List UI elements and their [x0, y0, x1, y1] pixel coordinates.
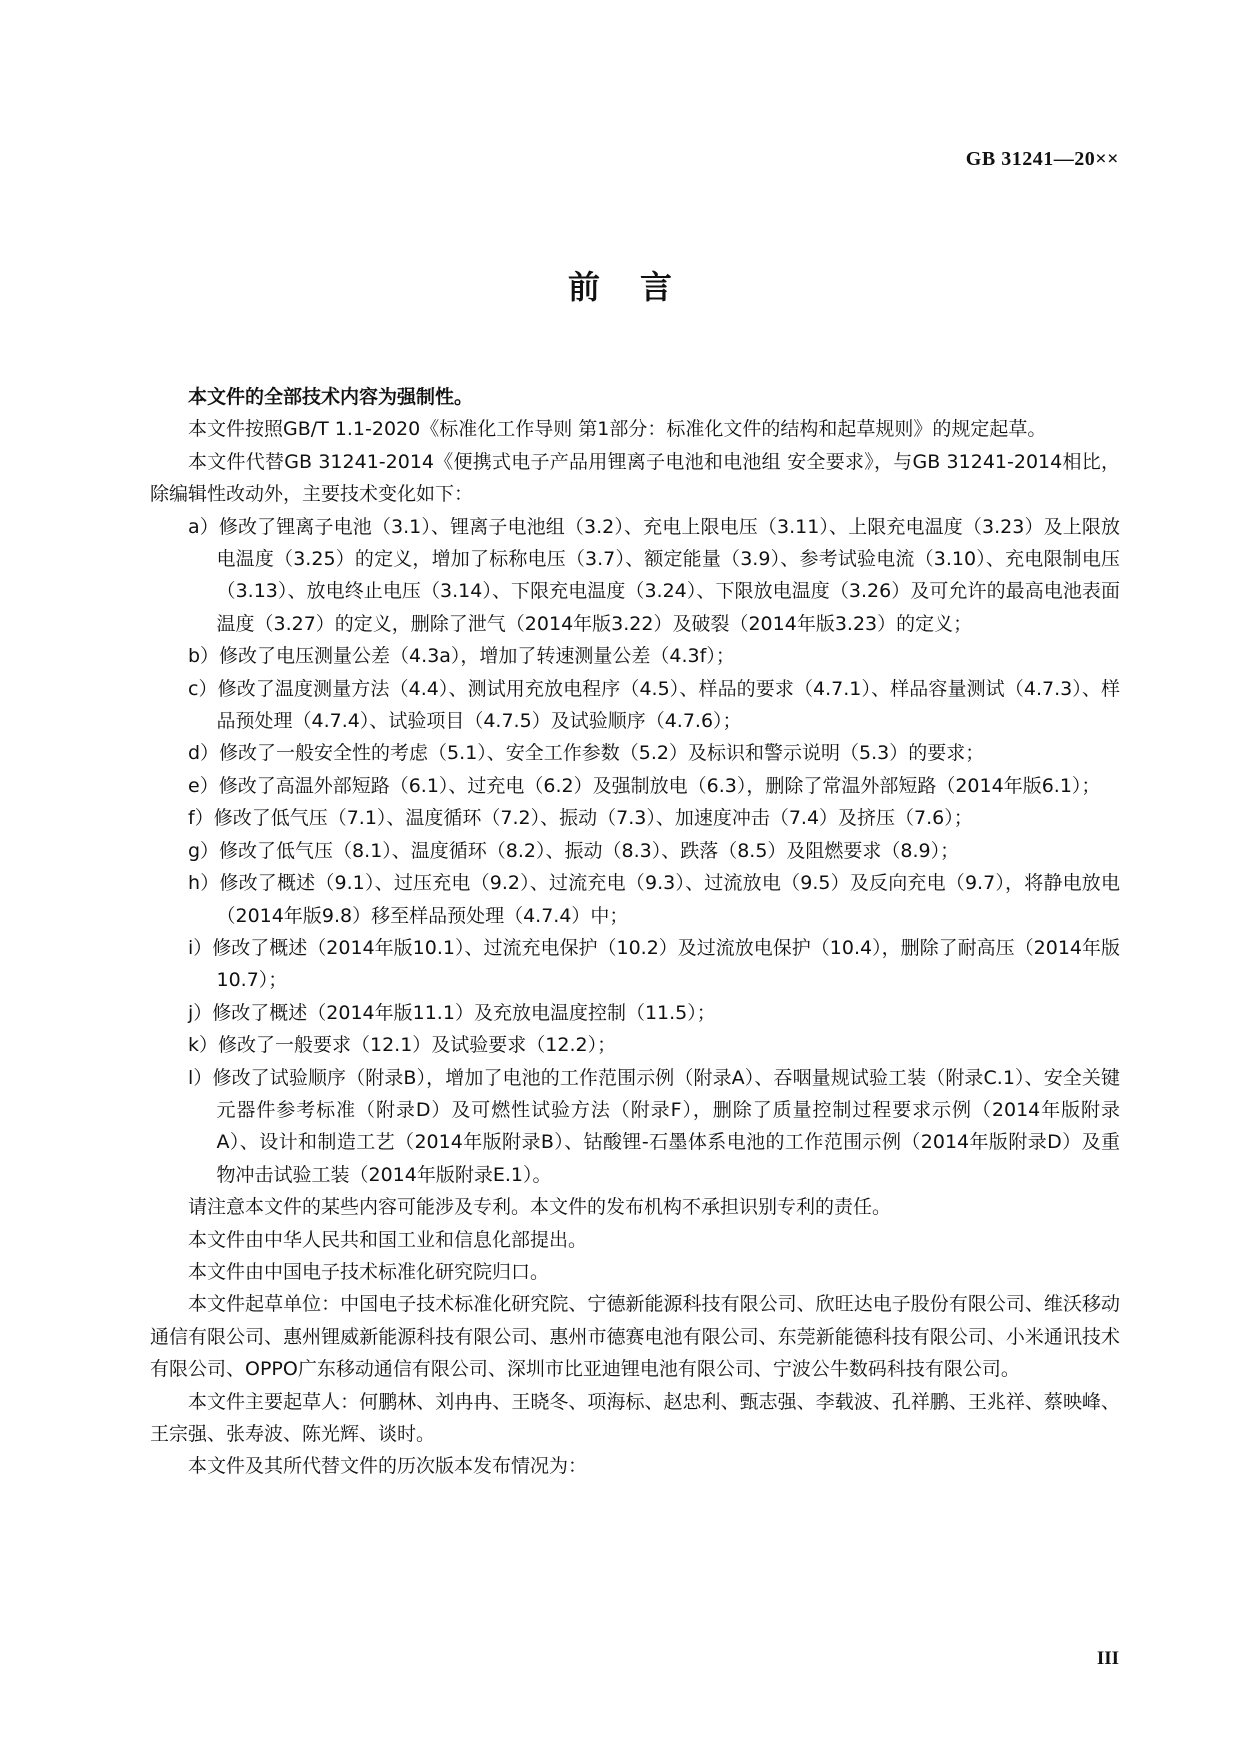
main-drafters: 本文件主要起草人：何鹏林、刘冉冉、王晓冬、项海标、赵忠利、甄志强、李载波、孔祥鹏、王兆祥、蔡映峰、王宗强、张寿波、陈光辉、谈时。 [150, 1390, 1120, 1445]
list-item: d）修改了一般安全性的考虑（5.1）、安全工作参数（5.2）及标识和警示说明（5.3）的要求； [188, 742, 985, 765]
drafting-organizations: 本文件起草单位：中国电子技术标准化研究院、宁德新能源科技有限公司、欣旺达电子股份有限公司、维沃移动通信有限公司、惠州锂威新能源科技有限公司、惠州市德赛电池有限公司、东莞新能德科技有限公司、小米通讯技术有限公司、OPPO广东移动通信有限公司、深圳市比亚迪锂电池有限公司、宁波公牛数码科技有限公司。 [150, 1293, 1120, 1381]
page-number: III [1096, 1648, 1119, 1669]
drafting-rules-paragraph: 本文件按照GB/T 1.1-2020《标准化工作导则 第1部分：标准化文件的结构和起草规则》的规定起草。 [188, 418, 1047, 441]
list-item: l）修改了试验顺序（附录B），增加了电池的工作范围示例（附录A）、吞咽量规试验工装（附录C.1）、安全关键元器件参考标准（附录D）及可燃性试验方法（附录F），删除了质量控制过程要求示例（2014年版附录A）、设计和制造工艺（2014年版附录B）、钴酸锂-石墨体系电池的工作范围示例（2014年版附录D）及重物冲击试验工装（2014年版附录E.1）。 [188, 1066, 1120, 1186]
list-item: c）修改了温度测量方法（4.4）、测试用充放电程序（4.5）、样品的要求（4.7.1）、样品容量测试（4.7.3）、样品预处理（4.7.4）、试验项目（4.7.5）及试验顺序（4.7.6）； [188, 677, 1120, 733]
standard-code: GB 31241—20×× [965, 148, 1119, 170]
technical-changes-list [150, 511, 1120, 1192]
list-item: k）修改了一般要求（12.1）及试验要求（12.2）； [188, 1034, 617, 1057]
page-title: 前言 [567, 268, 712, 306]
proposer-paragraph: 本文件由中华人民共和国工业和信息化部提出。 [188, 1228, 588, 1251]
mandatory-statement: 本文件的全部技术内容为强制性。 [188, 386, 474, 408]
centralized-paragraph: 本文件由中国电子技术标准化研究院归口。 [188, 1260, 550, 1283]
patent-notice: 请注意本文件的某些内容可能涉及专利。本文件的发布机构不承担识别专利的责任。 [188, 1196, 892, 1219]
list-item: i）修改了概述（2014年版10.1）、过流充电保护（10.2）及过流放电保护（10.4），删除了耐高压（2014年版10.7）； [188, 936, 1120, 992]
replacement-paragraph: 本文件代替GB 31241-2014《便携式电子产品用锂离子电池和电池组 安全要求》，与GB 31241-2014相比，除编辑性改动外，主要技术变化如下： [150, 450, 1120, 506]
list-item: h）修改了概述（9.1）、过压充电（9.2）、过流充电（9.3）、过流放电（9.5）及反向充电（9.7），将静电放电（2014年版9.8）移至样品预处理（4.7.4）中； [188, 872, 1120, 927]
list-item: e）修改了高温外部短路（6.1）、过充电（6.2）及强制放电（6.3），删除了常温外部短路（2014年版6.1）； [188, 774, 1101, 797]
list-item: g）修改了低气压（8.1）、温度循环（8.2）、振动（8.3）、跌落（8.5）及阻燃要求（8.9）； [188, 839, 960, 862]
foreword-body [150, 381, 1120, 1483]
list-item: f）修改了低气压（7.1）、温度循环（7.2）、振动（7.3）、加速度冲击（7.4）及挤压（7.6）； [188, 807, 973, 830]
version-history-intro: 本文件及其所代替文件的历次版本发布情况为： [188, 1455, 588, 1478]
list-item: a）修改了锂离子电池（3.1）、锂离子电池组（3.2）、充电上限电压（3.11）、上限充电温度（3.23）及上限放电温度（3.25）的定义，增加了标称电压（3.7）、额定能量（3.9）、参考试验电流（3.10）、充电限制电压（3.13）、放电终止电压（3.14）、下限充电温度（3.24）、下限放电温度（3.26）及可允许的最高电池表面温度（3.27）的定义，删除了泄气（2014年版3.22）及破裂（2014年版3.23）的定义； [188, 515, 1120, 635]
list-item: j）修改了概述（2014年版11.1）及充放电温度控制（11.5）； [188, 1001, 716, 1024]
list-item: b）修改了电压测量公差（4.3a），增加了转速测量公差（4.3f）； [188, 645, 735, 668]
